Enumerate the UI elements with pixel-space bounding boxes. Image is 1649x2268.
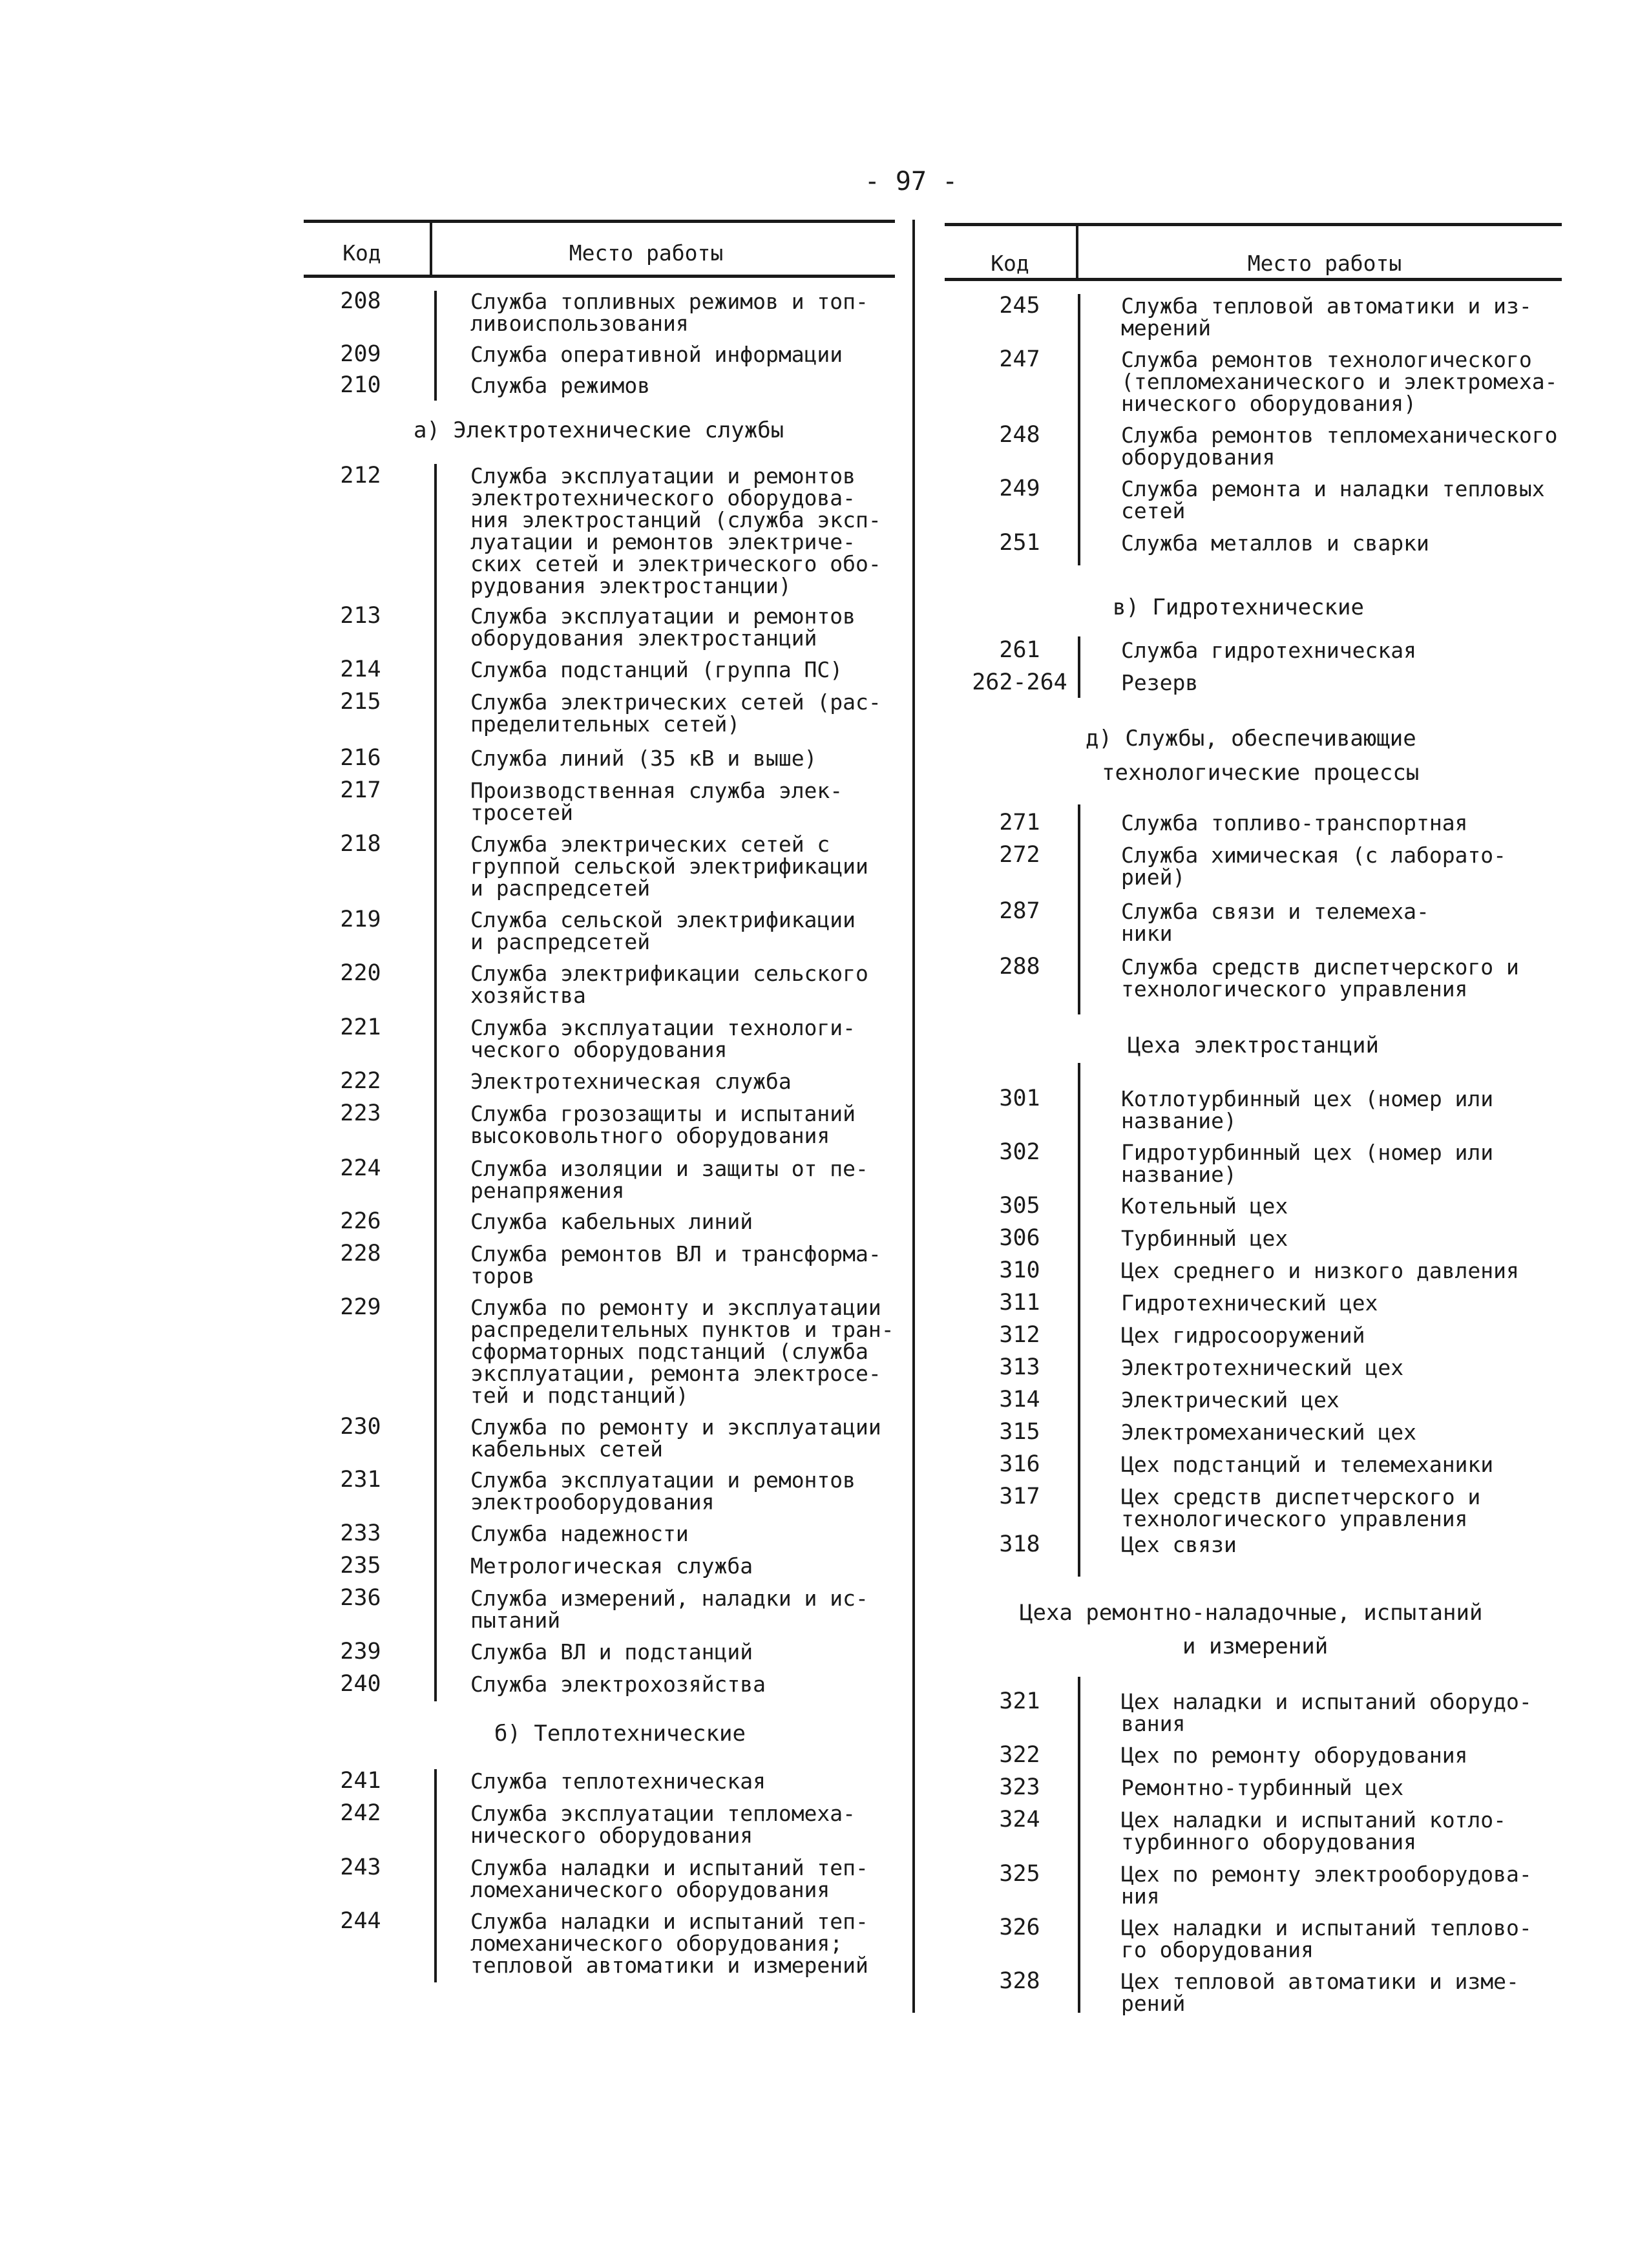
row-code: 219 [340,907,381,932]
left-col-segment [434,1769,437,1982]
row-code: 209 [340,341,381,367]
left-header-rule [304,275,895,278]
row-description: Служба ремонтов ВЛ и трансформа- торов [470,1241,881,1288]
row-code: 224 [340,1155,381,1181]
section-heading-support-2: технологические процессы [1102,760,1420,786]
row-description: Служба эксплуатации и ремонтов электротехнического оборудова- ния электростанций (служба эксп- луатации и ремонтов электриче- ских сетей и электрического обо- рудования электростанции) [470,463,881,598]
section-heading-plants: Цеха электростанций [1128,1033,1379,1058]
row-description: Котельный цех [1121,1193,1288,1219]
row-description: Служба кабельных линий [470,1209,753,1234]
row-description: Цех по ремонту электрооборудова- ния [1121,1862,1532,1909]
row-description: Служба ВЛ и подстанций [470,1639,753,1664]
row-description: Резерв [1121,670,1199,695]
row-description: Гидротехнический цех [1121,1290,1378,1316]
row-code: 262-264 [972,669,1067,695]
row-description: Служба электрических сетей (рас- пределительных сетей) [470,689,881,737]
row-description: Служба надежности [470,1521,689,1546]
row-code: 247 [999,346,1040,372]
row-description: Цех средств диспетчерского и технологического управления [1121,1484,1481,1531]
row-code: 241 [340,1768,381,1794]
right-col-segment [1078,1677,1080,2013]
row-code: 325 [999,1861,1040,1887]
row-code: 316 [999,1451,1040,1477]
row-description: Служба теплотехническая [470,1769,766,1794]
right-header-code: Код [991,251,1029,276]
row-code: 321 [999,1688,1040,1714]
row-description: Служба ремонта и наладки тепловых сетей [1121,476,1545,523]
row-description: Ремонтно-турбинный цех [1121,1775,1404,1800]
row-code: 318 [999,1531,1040,1557]
row-code: 236 [340,1585,381,1611]
row-description: Цех гидросооружений [1121,1323,1365,1348]
row-description: Служба оперативной информации [470,342,843,367]
row-code: 220 [340,960,381,986]
row-code: 217 [340,777,381,803]
row-code: 261 [999,637,1040,663]
row-code: 239 [340,1639,381,1664]
row-description: Служба изоляции и защиты от пе- ренапряжения [470,1156,868,1203]
row-description: Служба грозозащиты и испытаний высоковольтного оборудования [470,1101,856,1148]
row-code: 323 [999,1774,1040,1800]
row-code: 322 [999,1742,1040,1768]
section-heading-repair: Цеха ремонтно-наладочные, испытаний [1020,1600,1483,1626]
page-number: - 97 - [864,167,958,196]
row-code: 312 [999,1322,1040,1348]
left-header-code: Код [342,240,381,266]
row-description: Цех тепловой автоматики и изме- рений [1121,1969,1519,2016]
row-code: 229 [340,1294,381,1320]
row-description: Служба электрических сетей с группой сельской электрификации и распредсетей [470,832,868,901]
row-description: Цех по ремонту оборудования [1121,1743,1468,1768]
row-description: Служба наладки и испытаний теп- ломеханического оборудования [470,1855,868,1902]
row-description: Служба эксплуатации и ремонтов оборудования электростанций [470,604,856,651]
row-code: 310 [999,1257,1040,1283]
left-col-segment [434,464,437,1701]
row-code: 326 [999,1915,1040,1940]
row-code: 222 [340,1068,381,1094]
row-description: Гидротурбинный цех (номер или название) [1121,1140,1494,1187]
row-code: 212 [340,463,381,488]
row-code: 213 [340,603,381,629]
row-code: 245 [999,293,1040,319]
row-description: Служба топливных режимов и топ- ливоиспользования [470,289,868,336]
section-heading-electro: а) Электротехнические службы [414,417,784,443]
row-code: 317 [999,1484,1040,1509]
section-heading-repair-2: и измерений [1182,1633,1329,1659]
row-description: Служба сельской электрификации и распредсетей [470,907,856,954]
row-description: Электротехническая служба [470,1069,792,1094]
row-code: 228 [340,1241,381,1266]
row-description: Служба ремонтов тепломеханического оборудования [1121,423,1558,470]
row-code: 302 [999,1139,1040,1165]
row-description: Служба топливо-транспортная [1121,810,1468,835]
row-description: Турбинный цех [1121,1226,1288,1251]
row-description: Электромеханический цех [1121,1420,1416,1445]
row-description: Цех наладки и испытаний котло- турбинного оборудования [1121,1807,1507,1854]
row-code: 214 [340,656,381,682]
row-code: 242 [340,1800,381,1826]
row-description: Цех наладки и испытаний теплово- го оборудования [1121,1915,1532,1962]
section-heading-support: д) Службы, обеспечивающие [1086,726,1416,751]
row-code: 324 [999,1807,1040,1832]
section-heading-thermo: б) Теплотехнические [494,1721,746,1747]
row-code: 287 [999,898,1040,924]
row-description: Служба подстанций (группа ПС) [470,657,843,682]
row-description: Служба режимов [470,373,651,398]
row-code: 223 [340,1100,381,1126]
row-description: Служба по ремонту и эксплуатации распределительных пунктов и тран- сформаторных подстанций (служба эксплуатации, ремонта электросе- тей и подстанций) [470,1295,894,1408]
row-code: 313 [999,1354,1040,1380]
row-description: Метрологическая служба [470,1553,753,1579]
row-description: Цех среднего и низкого давления [1121,1258,1519,1283]
row-description: Служба электрохозяйства [470,1672,766,1697]
row-code: 240 [340,1671,381,1697]
row-description: Служба электрификации сельского хозяйства [470,961,868,1008]
row-code: 301 [999,1086,1040,1111]
row-code: 311 [999,1290,1040,1316]
row-description: Служба связи и телемеха- ники [1121,899,1429,946]
row-code: 215 [340,689,381,715]
row-code: 221 [340,1014,381,1040]
row-description: Служба гидротехническая [1121,638,1416,663]
row-description: Служба химическая (с лаборато- рией) [1121,843,1507,890]
row-description: Служба эксплуатации и ремонтов электрооборудования [470,1467,856,1515]
row-description: Служба измерений, наладки и ис- пытаний [470,1586,868,1633]
row-code: 328 [999,1968,1040,1994]
row-code: 231 [340,1467,381,1493]
row-description: Котлотурбинный цех (номер или название) [1121,1086,1494,1133]
row-code: 306 [999,1225,1040,1251]
left-header-place: Место работы [569,240,724,266]
row-description: Служба эксплуатации технологи- ческого оборудования [470,1015,856,1062]
row-code: 243 [340,1854,381,1880]
row-description: Служба по ремонту и эксплуатации кабельных сетей [470,1414,881,1462]
row-code: 305 [999,1193,1040,1219]
row-code: 248 [999,422,1040,448]
row-description: Служба эксплуатации тепломеха- нического оборудования [470,1801,856,1848]
right-table-top-rule [945,223,1562,226]
left-table-top-rule [304,220,895,223]
row-code: 251 [999,530,1040,556]
row-description: Служба наладки и испытаний теп- ломеханического оборудования; тепловой автоматики и измерений [470,1909,868,1978]
right-header-place: Место работы [1247,251,1402,276]
row-code: 314 [999,1387,1040,1412]
row-description: Цех связи [1121,1532,1237,1557]
row-description: Производственная служба элек- тросетей [470,778,843,825]
row-description: Цех наладки и испытаний оборудо- вания [1121,1689,1532,1736]
row-code: 208 [340,288,381,314]
row-code: 233 [340,1520,381,1546]
row-code: 271 [999,810,1040,835]
row-description: Электрический цех [1121,1387,1339,1412]
row-code: 218 [340,831,381,857]
row-description: Служба ремонтов технологического (тепломеханического и электромеха- нического оборудования) [1121,347,1558,416]
row-description: Служба тепловой автоматики и из- мерений [1121,293,1532,341]
row-code: 272 [999,842,1040,868]
row-code: 315 [999,1419,1040,1445]
row-code: 226 [340,1208,381,1234]
row-description: Служба линий (35 кВ и выше) [470,746,817,771]
right-header-rule [945,278,1562,281]
section-heading-hydro: в) Гидротехнические [1113,594,1364,620]
right-header-divider [1076,226,1078,281]
row-description: Электротехнический цех [1121,1355,1404,1380]
row-description: Служба средств диспетчерского и технологического управления [1121,954,1519,1002]
left-col-segment [434,291,437,401]
row-description: Цех подстанций и телемеханики [1121,1452,1494,1477]
row-code: 235 [340,1553,381,1579]
row-code: 216 [340,745,381,771]
row-code: 288 [999,954,1040,980]
row-code: 249 [999,476,1040,501]
row-code: 210 [340,372,381,398]
row-description: Служба металлов и сварки [1121,530,1429,556]
left-header-divider [430,220,432,278]
row-code: 244 [340,1908,381,1934]
row-code: 230 [340,1414,381,1440]
